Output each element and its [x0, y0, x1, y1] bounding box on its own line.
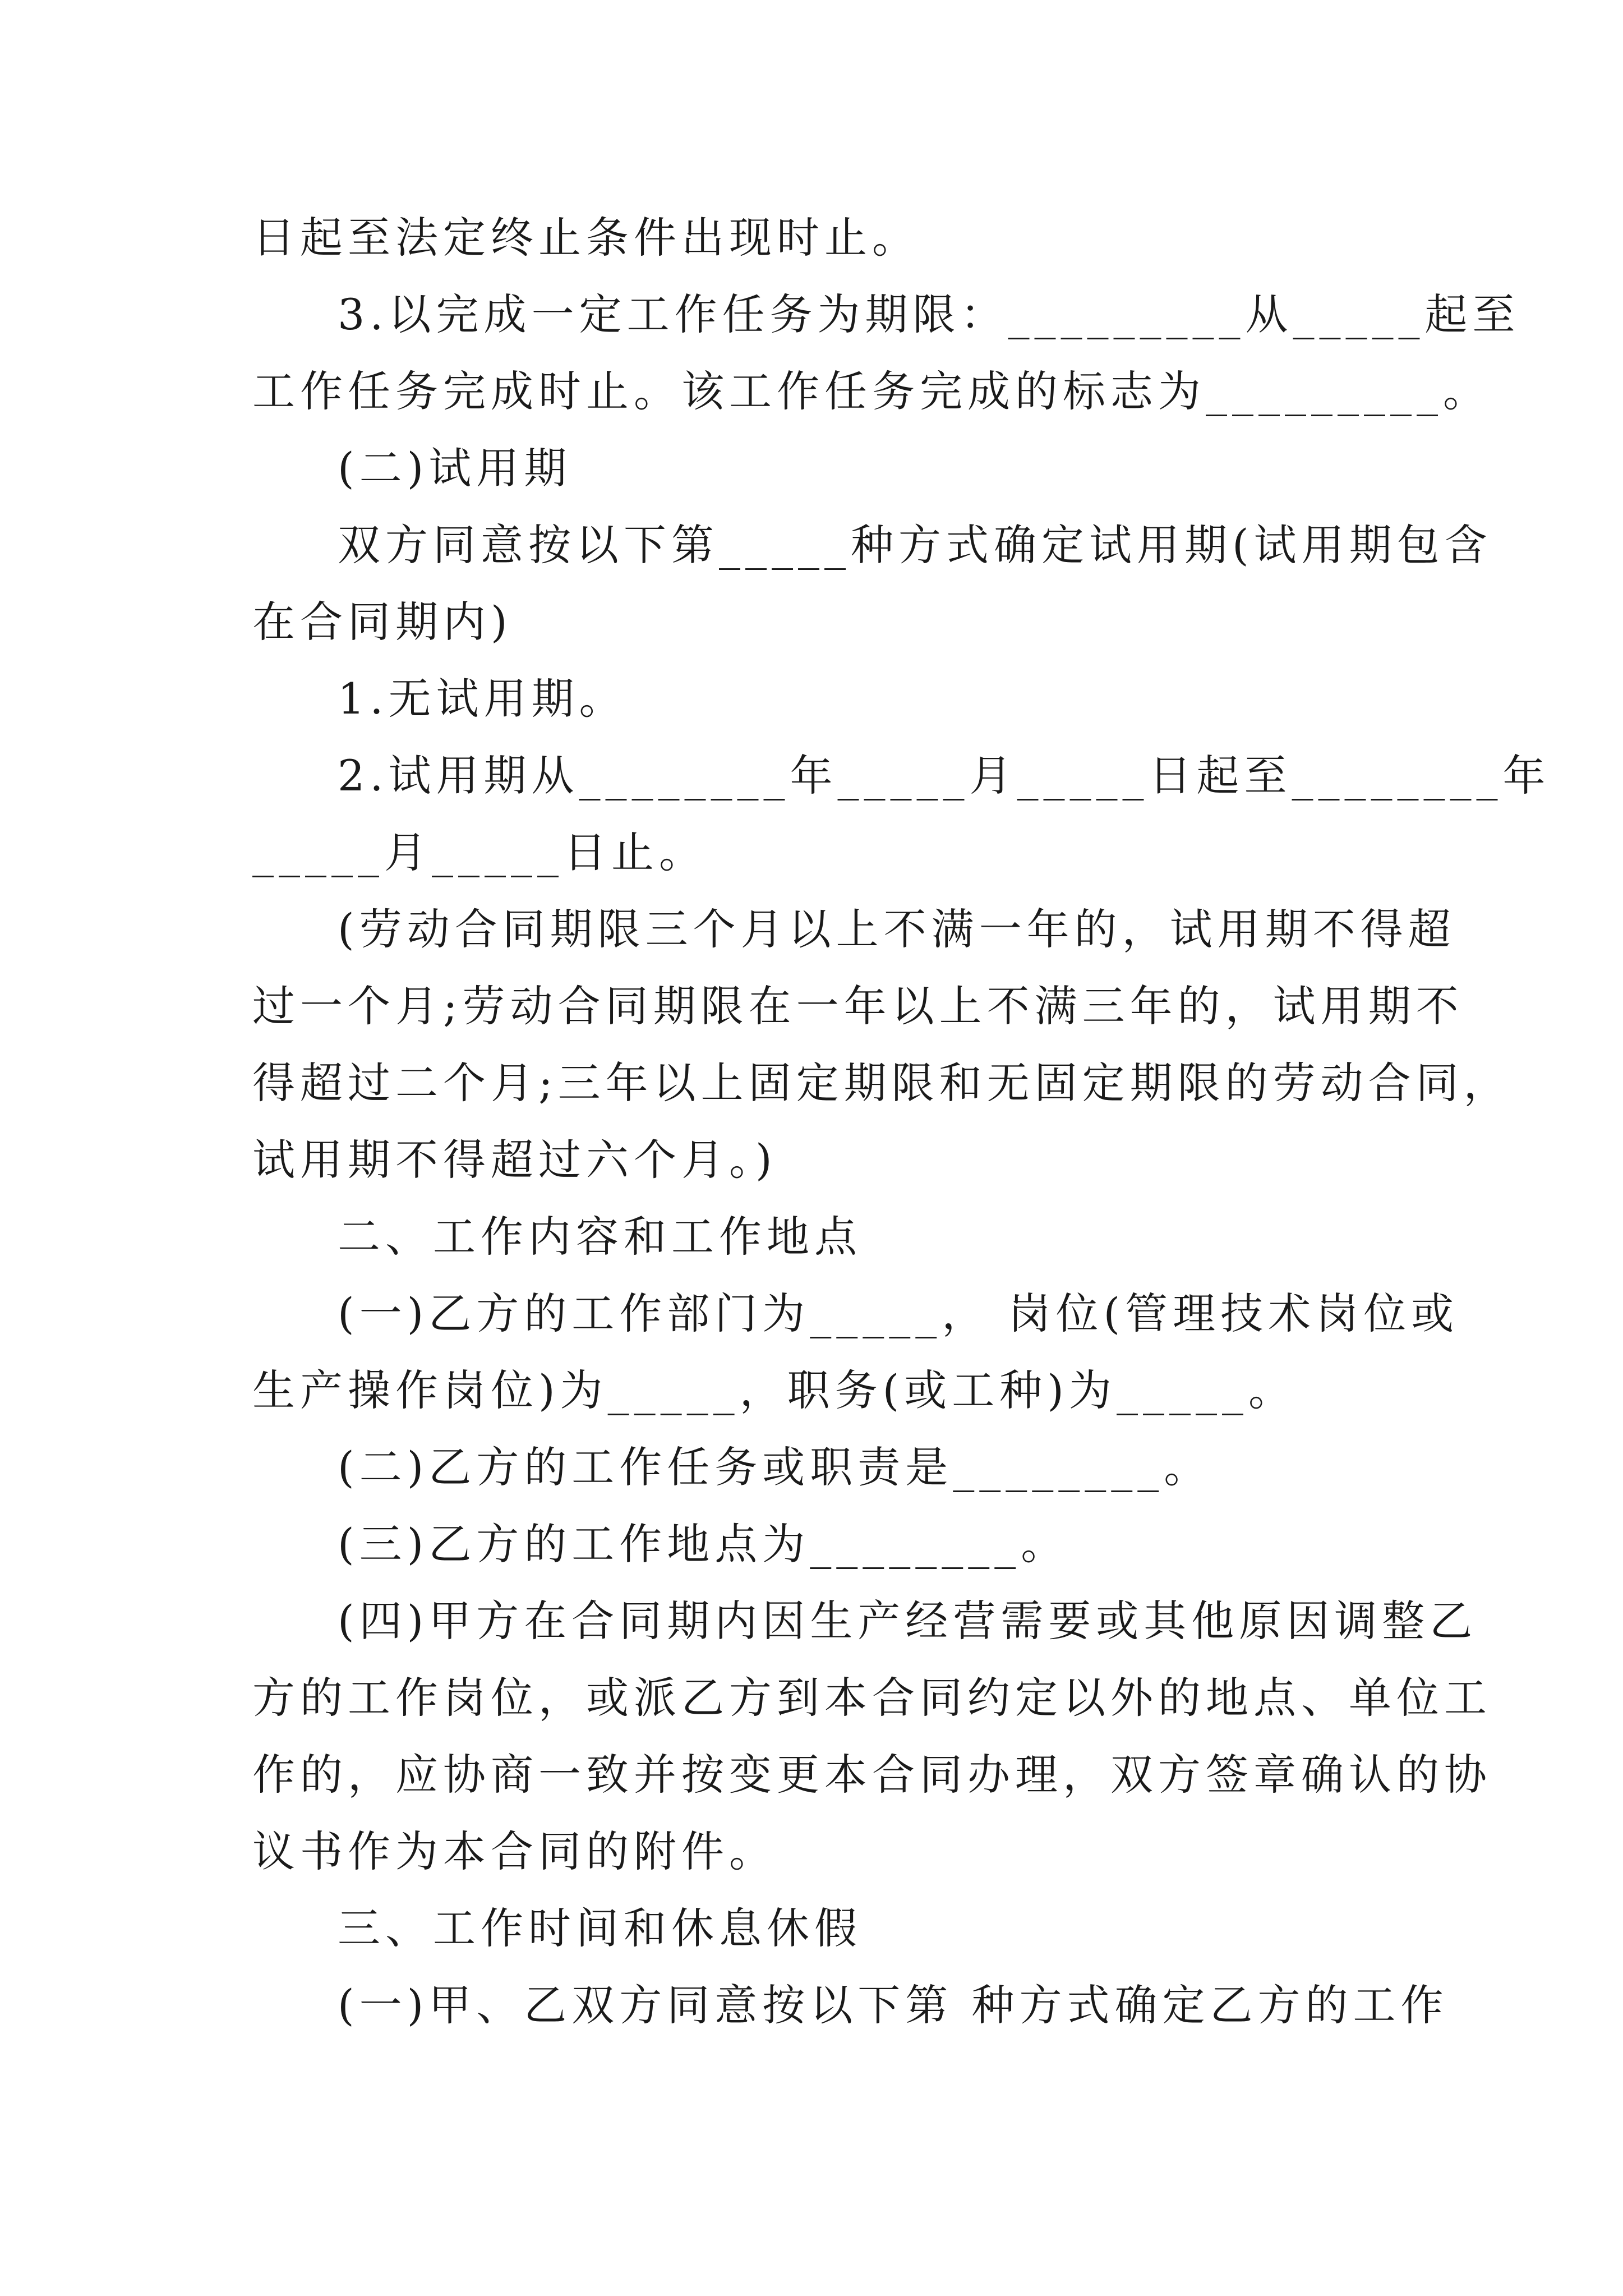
text-line: (四)甲方在合同期内因生产经营需要或其他原因调整乙: [338, 1596, 1478, 1646]
section-heading: 二、工作内容和工作地点: [338, 1212, 862, 1262]
text-line: 2.试用期从________年_____月_____日起至________年: [338, 751, 1551, 800]
text-line: 过一个月;劳动合同期限在一年以上不满三年的，试用期不: [252, 981, 1464, 1031]
text-line: 3.以完成一定工作任务为期限：_________从_____起至: [338, 289, 1520, 339]
section-heading: (二)试用期: [338, 443, 572, 493]
text-line: (一)乙方的工作部门为_____， 岗位(管理技术岗位或: [338, 1289, 1459, 1338]
text-line: 工作任务完成时止。该工作任务完成的标志为_________。: [252, 366, 1491, 416]
text-line: 1.无试用期。: [338, 674, 627, 724]
text-line: _____月_____日止。: [252, 827, 707, 877]
text-line: 方的工作岗位，或派乙方到本合同约定以外的地点、单位工: [252, 1673, 1492, 1723]
text-line: 试用期不得超过六个月。): [252, 1135, 777, 1185]
text-line: 生产操作岗位)为_____，职务(或工种)为_____。: [252, 1365, 1296, 1415]
section-heading: 三、工作时间和休息休假: [338, 1903, 862, 1953]
text-line: (一)甲、乙双方同意按以下第 种方式确定乙方的工作: [338, 1980, 1449, 2030]
text-line: (三)乙方的工作地点为________。: [338, 1519, 1069, 1569]
text-line: 作的，应协商一致并按变更本合同办理，双方签章确认的协: [252, 1750, 1492, 1800]
text-line: (二)乙方的工作任务或职责是________。: [338, 1442, 1212, 1492]
text-line: 日起至法定终止条件出现时止。: [252, 213, 920, 263]
text-line: (劳动合同期限三个月以上不满一年的，试用期不得超: [338, 904, 1456, 954]
text-line: 在合同期内): [252, 597, 513, 647]
text-line: 议书作为本合同的附件。: [252, 1826, 777, 1876]
text-line: 得超过二个月;三年以上固定期限和无固定期限的劳动合同，: [252, 1058, 1511, 1108]
text-line: 双方同意按以下第_____种方式确定试用期(试用期包含: [338, 520, 1492, 570]
